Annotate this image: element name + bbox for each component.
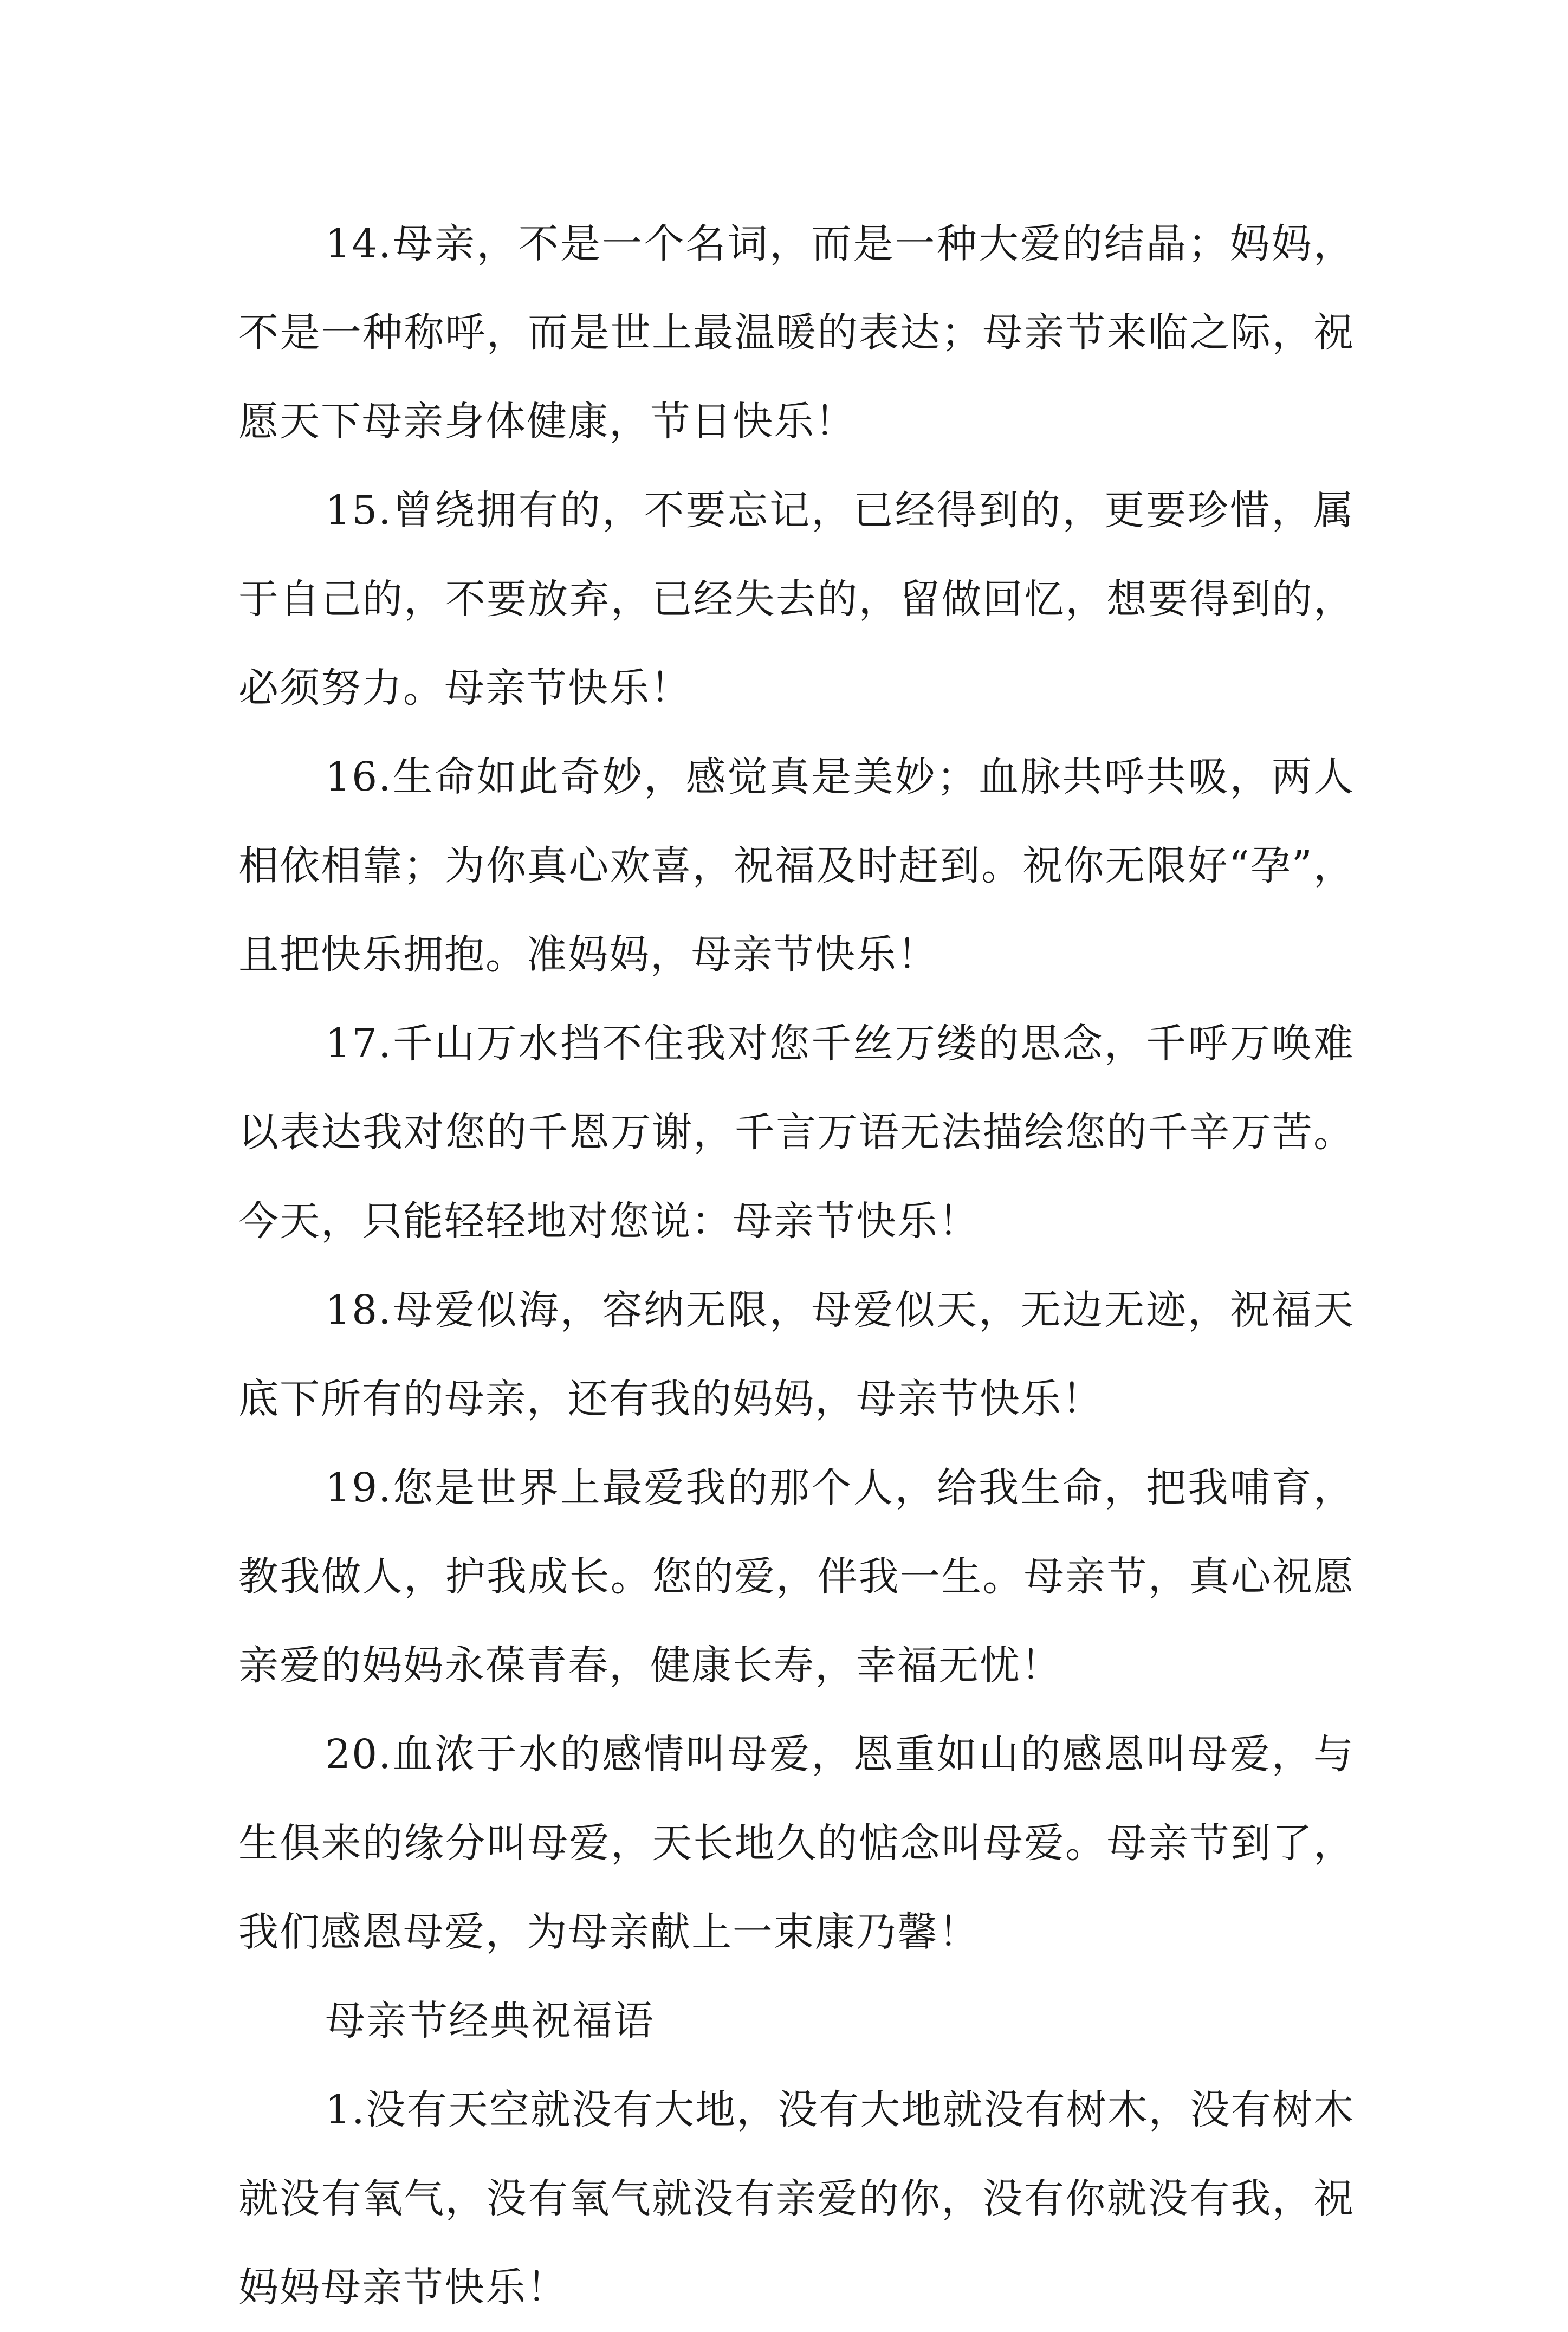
paragraph-16: 16.生命如此奇妙，感觉真是美妙；血脉共呼共吸，两人相依相靠；为你真心欢喜，祝福及时赶到。祝你无限好“孕”，且把快乐拥抱。准妈妈，母亲节快乐！ [238,754,1355,978]
section-heading: 母亲节经典祝福语 [325,1998,655,2044]
document-body [238,199,1355,2332]
paragraph-15: 15.曾绕拥有的，不要忘记，已经得到的，更要珍惜，属于自己的，不要放弃，已经失去的，留做回忆，想要得到的，必须努力。母亲节快乐！ [238,487,1355,711]
paragraph-18: 18.母爱似海，容纳无限，母爱似天，无边无迹，祝福天底下所有的母亲，还有我的妈妈，母亲节快乐！ [238,1287,1355,1422]
paragraph-20: 20.血浓于水的感情叫母爱，恩重如山的感恩叫母爱，与生俱来的缘分叫母爱，天长地久的惦念叫母爱。母亲节到了，我们感恩母爱，为母亲献上一束康乃馨！ [238,1731,1355,1955]
paragraph-19: 19.您是世界上最爱我的那个人，给我生命，把我哺育，教我做人，护我成长。您的爱，伴我一生。母亲节，真心祝愿亲爱的妈妈永葆青春，健康长寿，幸福无忧！ [238,1465,1355,1689]
paragraph-17: 17.千山万水挡不住我对您千丝万缕的思念，千呼万唤难以表达我对您的千恩万谢，千言万语无法描绘您的千辛万苦。今天，只能轻轻地对您说：母亲节快乐！ [238,1020,1355,1245]
section-paragraph-1: 1.没有天空就没有大地，没有大地就没有树木，没有树木就没有氧气，没有氧气就没有亲爱的你，没有你就没有我，祝妈妈母亲节快乐！ [238,2087,1355,2311]
paragraph-14: 14.母亲，不是一个名词，而是一种大爱的结晶；妈妈，不是一种称呼，而是世上最温暖的表达；母亲节来临之际，祝愿天下母亲身体健康，节日快乐！ [238,221,1355,445]
